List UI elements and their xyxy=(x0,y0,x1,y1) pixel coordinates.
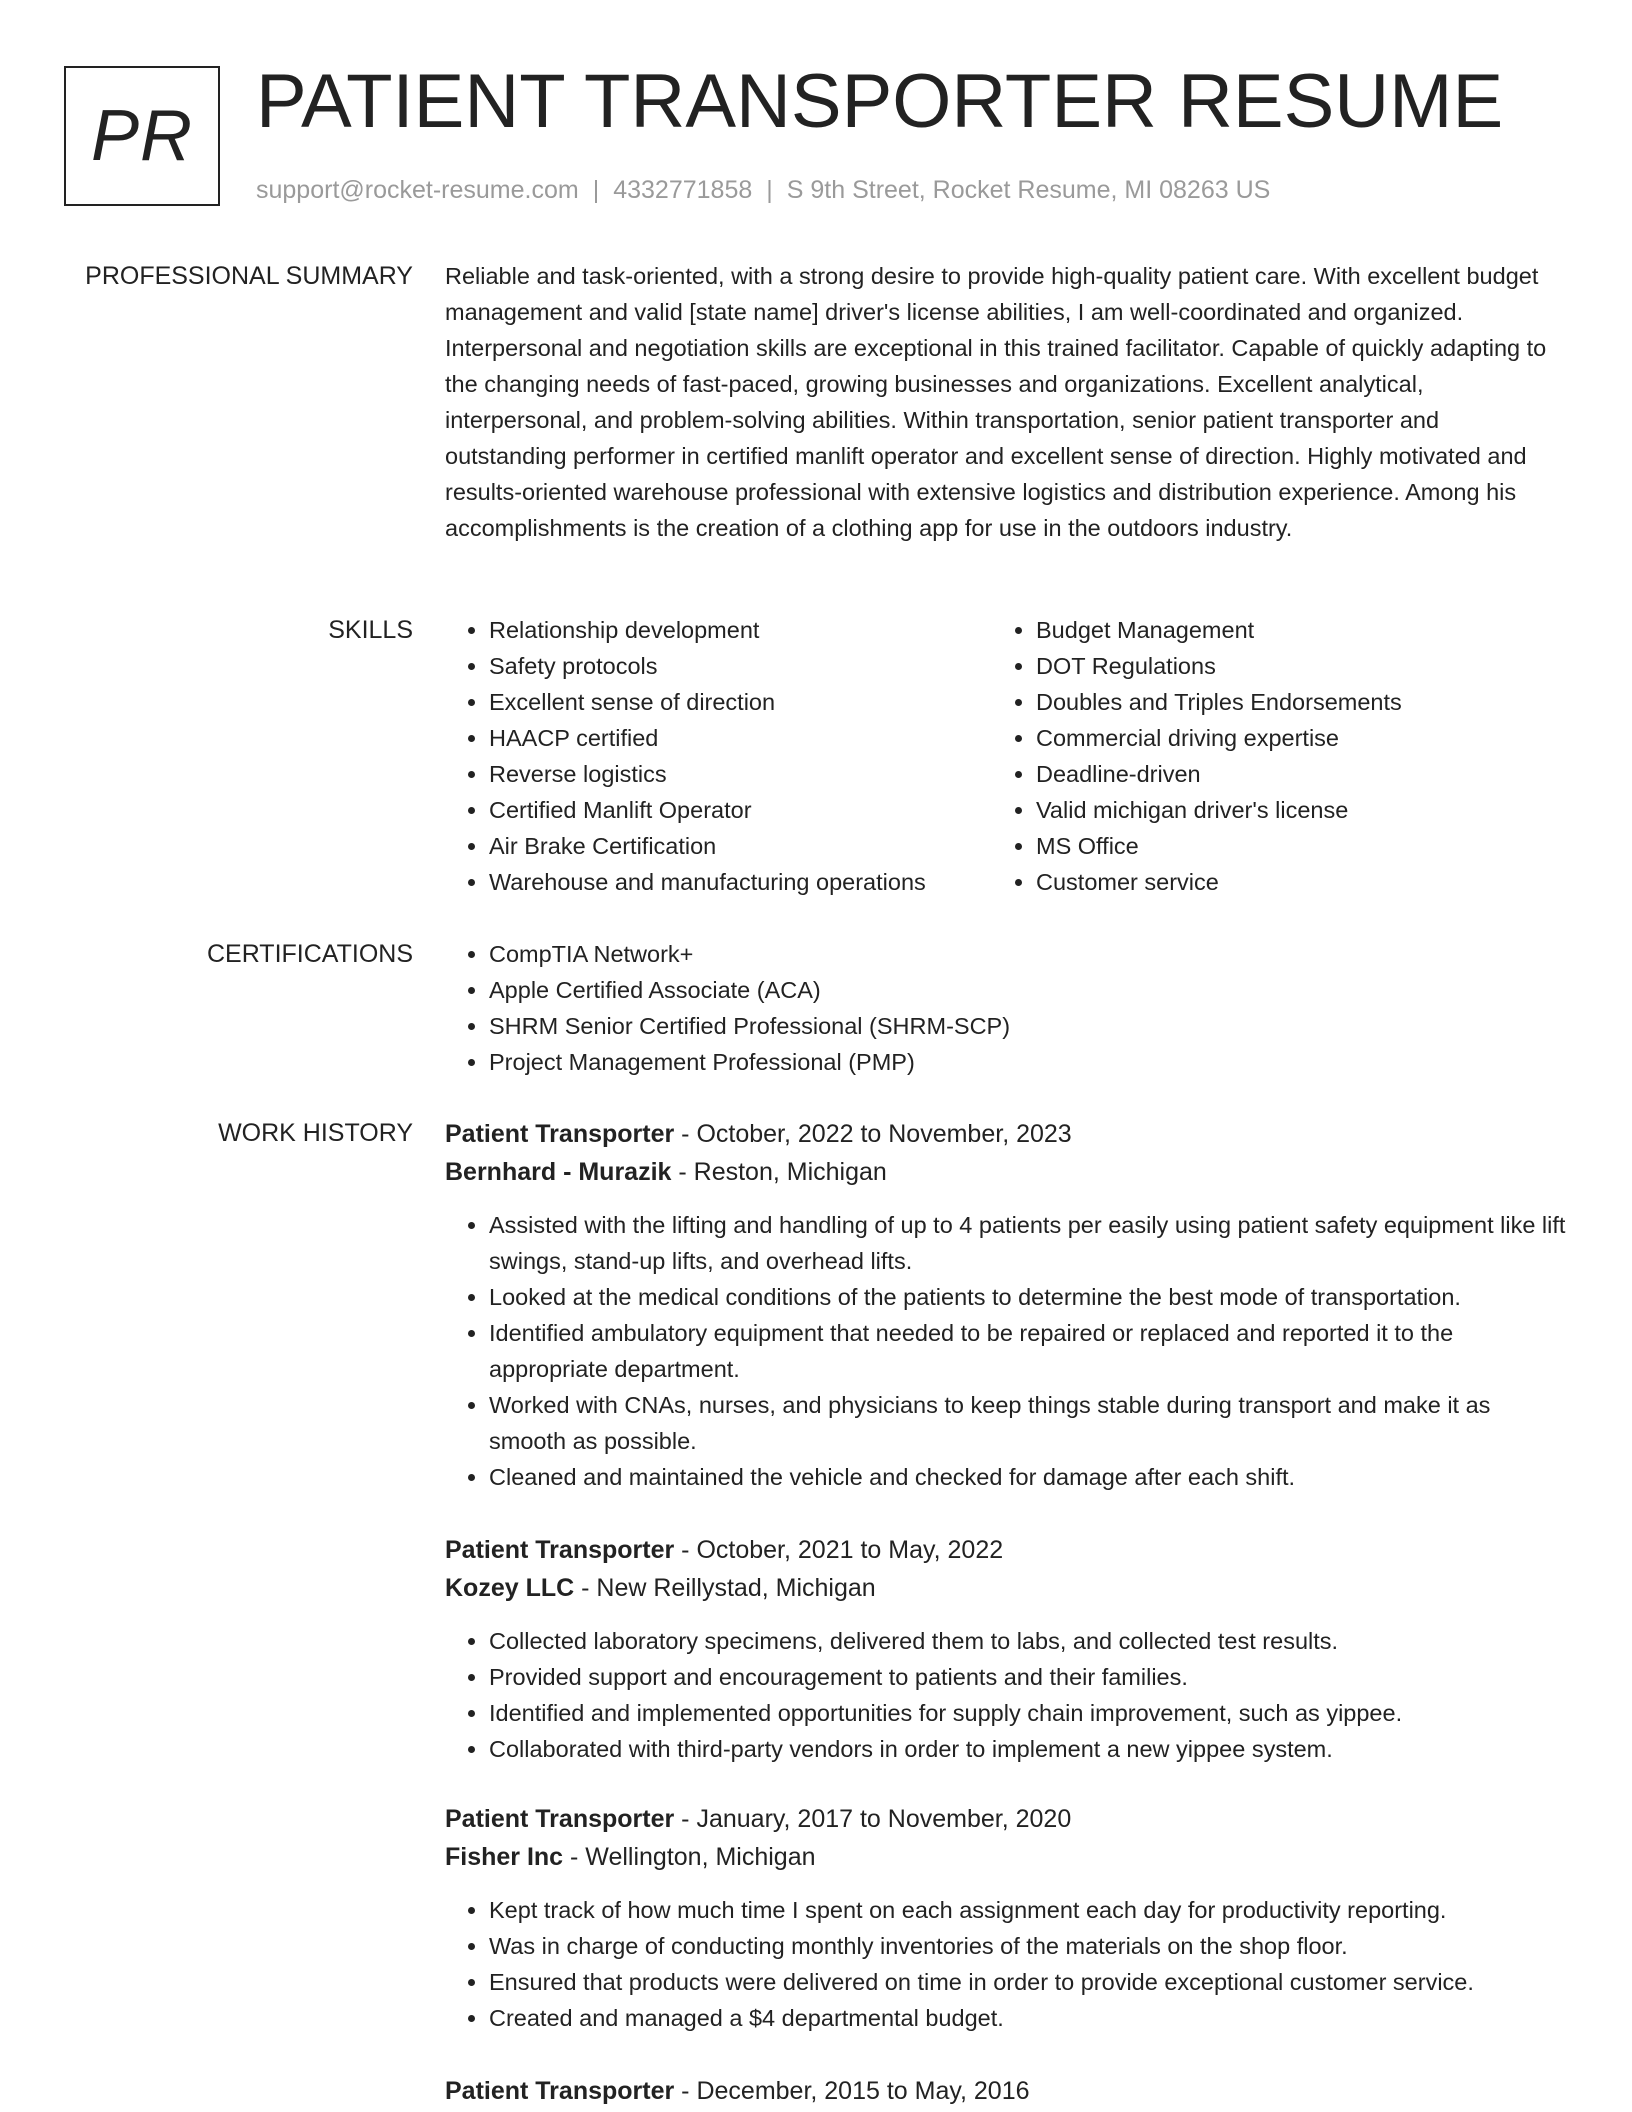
contact-separator: | xyxy=(592,176,600,204)
job-duty: • Cleaned and maintained the vehicle and checked for damage after each shift. xyxy=(489,1459,1567,1495)
skill-item: • Customer service xyxy=(1036,864,1539,900)
job-duty: • Created and managed a $4 departmental budget. xyxy=(489,2000,1567,2036)
contact-phone[interactable]: 4332771858 xyxy=(613,176,753,204)
job-location: - New Reillystad, Michigan xyxy=(574,1574,876,1602)
skill-item: • HAACP certified xyxy=(489,720,992,756)
job-location: - Wellington, Michigan xyxy=(563,1843,816,1871)
skill-item: • Warehouse and manufacturing operations xyxy=(489,864,992,900)
certification-item: • Apple Certified Associate (ACA) xyxy=(489,972,1567,1008)
job-company: Kozey LLC xyxy=(445,1574,575,1602)
job-title: Patient Transporter xyxy=(445,2077,675,2105)
skill-item: • MS Office xyxy=(1036,828,1539,864)
summary-body xyxy=(445,258,1567,546)
job-duty: • Ensured that products were delivered on time in order to provide exceptional customer service. xyxy=(489,1964,1567,2000)
summary-text: Reliable and task-oriented, with a strong desire to provide high-quality patient care. With excellent budget management and valid [state name] driver's license abilities, I am well-coordinated and organized. Interpersonal and negotiation skills are exceptional in this trained facilitator. Capable of quickly adapting to the changing needs of fast-paced, growing businesses and organizations. Excellent analytical, interpersonal, and problem-solving abilities. Within transportation, senior patient transporter and outstanding performer in certified manlift operator and excellent sense of direction. Highly motivated and results-oriented warehouse professional with extensive logistics and distribution experience. Among his accomplishments is the creation of a clothing app for use in the outdoors industry. xyxy=(445,263,1547,541)
job-entry xyxy=(445,1800,1567,2036)
job-company-line xyxy=(445,1153,1567,1191)
skills-body xyxy=(445,612,1567,900)
job-duty: • Provided support and encouragement to patients and their families. xyxy=(489,1659,1567,1695)
job-duty: • Kept track of how much time I spent on each assignment each day for productivity reporting. xyxy=(489,1892,1567,1928)
contact-info xyxy=(256,174,1270,206)
job-dates: - October, 2021 to May, 2022 xyxy=(674,1536,1004,1564)
skill-item: • Relationship development xyxy=(489,612,992,648)
certifications-body xyxy=(445,936,1567,1080)
job-title-line xyxy=(445,2072,1567,2110)
job-title: Patient Transporter xyxy=(445,1120,675,1148)
job-title: Patient Transporter xyxy=(445,1536,675,1564)
job-location: - Reston, Michigan xyxy=(671,1158,887,1186)
job-duties xyxy=(445,1207,1567,1495)
job-title-line xyxy=(445,1531,1567,1569)
contact-address: S 9th Street, Rocket Resume, MI 08263 US xyxy=(786,176,1271,204)
certification-item: • SHRM Senior Certified Professional (SHRM-SCP) xyxy=(489,1008,1567,1044)
skills-list-right xyxy=(992,612,1539,900)
skill-item: • Air Brake Certification xyxy=(489,828,992,864)
skill-item: • Excellent sense of direction xyxy=(489,684,992,720)
skill-item: • Certified Manlift Operator xyxy=(489,792,992,828)
job-title-line xyxy=(445,1115,1567,1153)
job-entry xyxy=(445,1531,1567,1767)
job-duty: • Looked at the medical conditions of the patients to determine the best mode of transportation. xyxy=(489,1279,1567,1315)
skill-item: • Reverse logistics xyxy=(489,756,992,792)
job-company: Bernhard - Murazik xyxy=(445,1158,672,1186)
job-duty: • Collected laboratory specimens, delivered them to labs, and collected test results. xyxy=(489,1623,1567,1659)
job-duty: • Assisted with the lifting and handling of up to 4 patients per easily using patient safety equipment like lift swings, stand-up lifts, and overhead lifts. xyxy=(489,1207,1567,1279)
summary-heading: PROFESSIONAL SUMMARY xyxy=(85,262,413,290)
skill-item: • Commercial driving expertise xyxy=(1036,720,1539,756)
job-duty: • Was in charge of conducting monthly inventories of the materials on the shop floor. xyxy=(489,1928,1567,1964)
skills-list-left xyxy=(445,612,992,900)
job-duty: • Identified ambulatory equipment that needed to be repaired or replaced and reported it to the appropriate department. xyxy=(489,1315,1567,1387)
job-title-line xyxy=(445,1800,1567,1838)
job-company: Fisher Inc xyxy=(445,1843,564,1871)
skill-item: • Doubles and Triples Endorsements xyxy=(1036,684,1539,720)
monogram-logo xyxy=(64,66,220,206)
job-duties xyxy=(445,1892,1567,2036)
certifications-list xyxy=(445,936,1567,1080)
certification-item: • Project Management Professional (PMP) xyxy=(489,1044,1567,1080)
certification-item: • CompTIA Network+ xyxy=(489,936,1567,972)
job-dates: - January, 2017 to November, 2020 xyxy=(674,1805,1072,1833)
job-entry xyxy=(445,2072,1567,2110)
job-duties xyxy=(445,1623,1567,1767)
skill-item: • Safety protocols xyxy=(489,648,992,684)
job-entry xyxy=(445,1115,1567,1495)
job-dates: - December, 2015 to May, 2016 xyxy=(674,2077,1030,2105)
skills-heading: SKILLS xyxy=(328,616,413,644)
contact-email[interactable]: support@rocket-resume.com xyxy=(256,176,579,204)
job-duty: • Collaborated with third-party vendors in order to implement a new yippee system. xyxy=(489,1731,1567,1767)
job-title: Patient Transporter xyxy=(445,1805,675,1833)
job-company-line xyxy=(445,1569,1567,1607)
monogram-text: PR xyxy=(90,96,194,176)
job-duty: • Worked with CNAs, nurses, and physicians to keep things stable during transport and make it as smooth as possible. xyxy=(489,1387,1567,1459)
contact-separator: | xyxy=(766,176,773,204)
skill-item: • Deadline-driven xyxy=(1036,756,1539,792)
job-dates: - October, 2022 to November, 2023 xyxy=(674,1120,1072,1148)
certifications-heading: CERTIFICATIONS xyxy=(206,940,413,968)
skill-item: • Budget Management xyxy=(1036,612,1539,648)
work-history-heading: WORK HISTORY xyxy=(218,1119,413,1147)
job-duty: • Identified and implemented opportunities for supply chain improvement, such as yippee. xyxy=(489,1695,1567,1731)
resume-title: PATIENT TRANSPORTER RESUME xyxy=(256,59,1504,144)
skill-item: • DOT Regulations xyxy=(1036,648,1539,684)
job-company-line xyxy=(445,1838,1567,1876)
skill-item: • Valid michigan driver's license xyxy=(1036,792,1539,828)
